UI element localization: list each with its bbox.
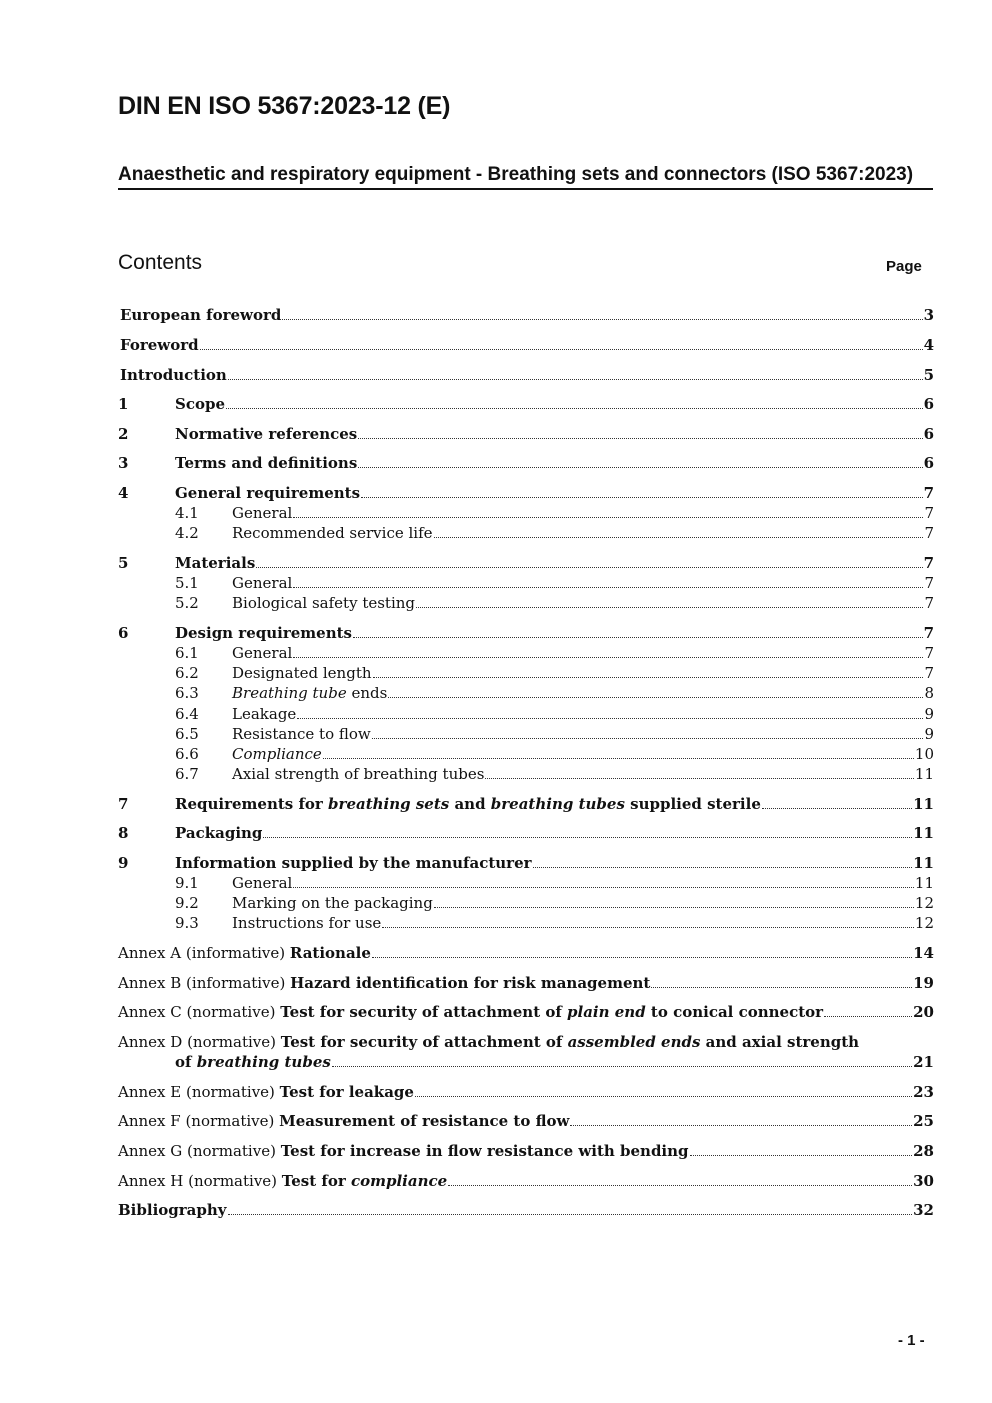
toc-entry-title — [175, 1052, 331, 1072]
toc-dot-leader — [690, 1155, 913, 1156]
toc-entry-title-part: of — [175, 1053, 197, 1071]
toc-entry-title-part: Requirements for — [175, 795, 329, 813]
toc-entry-content — [232, 873, 934, 893]
toc-entry-title — [120, 365, 227, 385]
toc-entry-title-italic: plain end — [567, 1003, 646, 1021]
toc-entry-title-part: Introduction — [120, 366, 227, 384]
toc-entry-number: 9 — [118, 854, 129, 872]
toc-dot-leader — [382, 927, 914, 928]
toc-entry-title-part: Scope — [175, 395, 226, 413]
toc-entry[interactable] — [0, 1082, 992, 1102]
toc-entry-title-italic: breathing tubes — [490, 795, 625, 813]
toc-entry-content — [118, 1171, 934, 1191]
toc-entry-page: 6 — [923, 454, 934, 472]
toc-dot-leader — [416, 607, 923, 608]
toc-entry-content — [118, 1002, 934, 1022]
toc-entry-content — [118, 1141, 934, 1161]
toc-entry-content — [175, 483, 934, 503]
toc-entry[interactable] — [0, 724, 992, 744]
toc-entry-title-part: Materials — [175, 554, 256, 572]
toc-entry-page: 4 — [923, 336, 934, 354]
toc-entry-page: 11 — [914, 765, 934, 783]
toc-entry[interactable] — [0, 483, 992, 503]
toc-entry-title-part: Rationale — [289, 944, 371, 962]
toc-entry-title-part: (normative) — [180, 1112, 280, 1130]
toc-entry-number: 6.7 — [175, 765, 199, 783]
toc-entry-number: 2 — [118, 425, 129, 443]
toc-entry-page: 25 — [913, 1112, 934, 1130]
toc-entry-title-italic: breathing tubes — [196, 1053, 331, 1071]
toc-entry-page: 11 — [913, 795, 934, 813]
toc-entry[interactable] — [0, 593, 992, 613]
toc-entry-content — [232, 764, 934, 784]
toc-entry-content — [118, 943, 934, 963]
toc-dot-leader — [762, 808, 912, 809]
toc-entry-title — [118, 1032, 859, 1052]
toc-entry-title — [118, 1111, 569, 1131]
toc-entry[interactable] — [0, 424, 992, 444]
toc-entry[interactable] — [0, 503, 992, 523]
toc-entry-page: 7 — [923, 624, 934, 642]
toc-entry-content — [118, 973, 934, 993]
toc-entry-content — [232, 573, 934, 593]
toc-dot-leader — [434, 537, 924, 538]
toc-dot-leader — [448, 1185, 912, 1186]
toc-entry-title-italic: breathing sets — [328, 795, 450, 813]
toc-entry-number: 6 — [118, 624, 129, 642]
toc-entry-page: 30 — [913, 1172, 934, 1190]
toc-entry-number: 6.1 — [175, 644, 199, 662]
toc-dot-leader — [570, 1125, 912, 1126]
toc-entry-title — [175, 453, 357, 473]
toc-entry-title-part: European foreword — [120, 306, 282, 324]
toc-dot-leader — [358, 467, 922, 468]
toc-entry[interactable] — [0, 1052, 992, 1072]
toc-entry-title — [175, 424, 357, 444]
toc-entry-content — [232, 893, 934, 913]
toc-entry-content — [120, 305, 934, 325]
toc-entry-title-part: (normative) — [183, 1172, 282, 1190]
toc-entry-content — [232, 643, 934, 663]
toc-entry-page: 12 — [914, 914, 934, 932]
toc-entry[interactable] — [0, 764, 992, 784]
toc-entry[interactable] — [0, 893, 992, 913]
toc-dot-leader — [388, 697, 923, 698]
toc-entry-title-part: Foreword — [120, 336, 199, 354]
toc-entry[interactable] — [0, 1200, 992, 1220]
toc-entry[interactable] — [0, 1141, 992, 1161]
toc-entry-title-part: Test for security of attachment of — [280, 1033, 568, 1051]
toc-entry-title-part: Annex A — [118, 944, 182, 962]
toc-entry-title — [175, 394, 225, 414]
toc-entry-number: 4.2 — [175, 524, 199, 542]
toc-entry-title — [118, 1002, 823, 1022]
toc-entry[interactable] — [0, 394, 992, 414]
toc-entry-title — [232, 573, 292, 593]
toc-entry-title-part: General — [232, 644, 293, 662]
toc-entry-title-part: and — [449, 795, 491, 813]
toc-entry[interactable] — [0, 913, 992, 933]
toc-entry-title-part: (informative) — [181, 944, 290, 962]
toc-entry-title — [175, 794, 761, 814]
toc-entry-title — [118, 1141, 689, 1161]
toc-entry-number: 3 — [118, 454, 129, 472]
contents-heading: Contents — [118, 251, 203, 274]
toc-entry-title-part: Recommended service life — [232, 524, 433, 542]
toc-entry-title-part: Test for — [281, 1172, 351, 1190]
toc-entry-title-part: Biological safety testing — [232, 594, 416, 612]
toc-entry-page: 7 — [924, 504, 934, 522]
toc-entry-page: 11 — [914, 874, 934, 892]
toc-entry-title-part: to conical connector — [645, 1003, 824, 1021]
toc-entry-number: 4 — [118, 484, 129, 502]
toc-entry-page: 11 — [913, 824, 934, 842]
toc-entry-title-part: Resistance to flow — [232, 725, 371, 743]
toc-entry-title-part: supplied sterile — [624, 795, 761, 813]
toc-entry-page: 7 — [924, 574, 934, 592]
toc-entry-title-part: Design requirements — [175, 624, 352, 642]
toc-entry-title-part: (normative) — [182, 1033, 281, 1051]
toc-entry-title-part: (normative) — [182, 1142, 281, 1160]
toc-dot-leader — [263, 837, 912, 838]
toc-entry[interactable] — [0, 943, 992, 963]
toc-dot-leader — [651, 987, 912, 988]
toc-entry[interactable] — [0, 663, 992, 683]
toc-entry[interactable] — [0, 744, 992, 764]
toc-dot-leader — [297, 718, 923, 719]
toc-entry-page: 32 — [913, 1201, 934, 1219]
toc-entry-title-part: Annex B — [118, 974, 182, 992]
toc-entry-title — [175, 623, 352, 643]
toc-entry-title — [175, 483, 360, 503]
toc-entry-title — [118, 1200, 227, 1220]
toc-entry-title-part: Test for increase in flow resistance with bending — [280, 1142, 689, 1160]
toc-entry-title-part: General requirements — [175, 484, 361, 502]
toc-entry[interactable] — [0, 853, 992, 873]
toc-entry-content — [232, 683, 934, 703]
toc-dot-leader — [361, 497, 923, 498]
toc-entry[interactable] — [0, 305, 992, 325]
toc-entry-title-part: General — [232, 504, 293, 522]
toc-dot-leader — [293, 887, 914, 888]
toc-entry-number: 5.2 — [175, 594, 199, 612]
toc-entry-page: 8 — [924, 684, 934, 702]
toc-entry-title-part: Annex G — [118, 1142, 183, 1160]
toc-entry-title-part: Leakage — [232, 705, 297, 723]
toc-entry-page: 10 — [914, 745, 934, 763]
toc-entry-number: 6.3 — [175, 684, 199, 702]
toc-dot-leader — [293, 657, 923, 658]
toc-entry-content — [175, 623, 934, 643]
toc-entry[interactable] — [0, 1171, 992, 1191]
toc-dot-leader — [434, 907, 914, 908]
toc-entry-number: 1 — [118, 395, 129, 413]
toc-entry-title-part: Instructions for use — [232, 914, 382, 932]
toc-entry-page: 9 — [924, 725, 934, 743]
toc-entry-content — [118, 1200, 934, 1220]
toc-entry-title-italic: assembled ends — [567, 1033, 701, 1051]
toc-dot-leader — [282, 319, 922, 320]
toc-entry-number: 5.1 — [175, 574, 199, 592]
toc-entry[interactable] — [0, 523, 992, 543]
toc-entry-page: 5 — [923, 366, 934, 384]
toc-entry-title — [232, 744, 322, 764]
toc-entry-title — [232, 663, 372, 683]
toc-entry-number: 9.1 — [175, 874, 199, 892]
toc-entry-page: 7 — [923, 484, 934, 502]
toc-dot-leader — [415, 1096, 912, 1097]
toc-entry-page: 14 — [913, 944, 934, 962]
toc-entry-title — [120, 335, 199, 355]
toc-entry-title-italic: Breathing tube — [232, 684, 347, 702]
toc-entry-title — [120, 305, 281, 325]
toc-dot-leader — [372, 738, 924, 739]
toc-entry-page: 20 — [913, 1003, 934, 1021]
toc-entry-content — [175, 853, 934, 873]
toc-entry-title — [232, 893, 433, 913]
toc-entry-title — [232, 913, 381, 933]
toc-dot-leader — [293, 587, 923, 588]
toc-entry-content — [118, 1082, 934, 1102]
toc-entry-content — [120, 335, 934, 355]
toc-entry-title — [175, 823, 262, 843]
toc-entry[interactable] — [0, 335, 992, 355]
toc-entry[interactable] — [0, 643, 992, 663]
toc-entry-title-part: General — [232, 874, 293, 892]
toc-entry-page: 3 — [923, 306, 934, 324]
toc-entry-content — [175, 823, 934, 843]
toc-entry-title-part: Annex D — [118, 1033, 183, 1051]
toc-entry-page: 6 — [923, 425, 934, 443]
toc-entry[interactable] — [0, 973, 992, 993]
toc-entry-content — [232, 593, 934, 613]
toc-entry-title-part: Annex H — [118, 1172, 184, 1190]
toc-entry-page: 21 — [913, 1053, 934, 1071]
toc-entry-number: 6.4 — [175, 705, 199, 723]
toc-entry-title-part: and axial strength — [700, 1033, 860, 1051]
toc-entry-content — [232, 523, 934, 543]
toc-entry-page: 7 — [924, 664, 934, 682]
toc-entry[interactable] — [0, 823, 992, 843]
document-subtitle: Anaesthetic and respiratory equipment - Breathing sets and connectors (ISO 5367:2023) — [118, 164, 933, 190]
toc-entry[interactable] — [0, 873, 992, 893]
toc-dot-leader — [485, 778, 913, 779]
toc-entry-number: 9.2 — [175, 894, 199, 912]
toc-entry-content — [175, 394, 934, 414]
toc-dot-leader — [228, 1214, 913, 1215]
toc-entry-page: 9 — [924, 705, 934, 723]
toc-entry-title — [232, 724, 371, 744]
toc-entry-number: 6.6 — [175, 745, 199, 763]
toc-entry-number: 6.5 — [175, 725, 199, 743]
toc-entry-title — [232, 503, 292, 523]
toc-entry-number: 5 — [118, 554, 129, 572]
toc-entry-number: 8 — [118, 824, 129, 842]
toc-entry-page: 7 — [924, 644, 934, 662]
toc-dot-leader — [824, 1016, 912, 1017]
toc-entry-title — [232, 704, 296, 724]
toc-entry-title-part: Test for security of attachment of — [280, 1003, 568, 1021]
toc-entry-content — [232, 704, 934, 724]
toc-entry[interactable] — [0, 365, 992, 385]
toc-dot-leader — [372, 957, 912, 958]
toc-dot-leader — [228, 379, 923, 380]
toc-entry-number: 4.1 — [175, 504, 199, 522]
toc-dot-leader — [323, 758, 914, 759]
toc-entry-title-part: Designated length — [232, 664, 372, 682]
toc-entry-page: 12 — [914, 894, 934, 912]
toc-entry-number: 7 — [118, 795, 129, 813]
toc-entry-title-part: Test for leakage — [279, 1083, 414, 1101]
toc-entry-title-part: Bibliography — [118, 1201, 227, 1219]
toc-entry-number: 6.2 — [175, 664, 199, 682]
toc-entry-content — [175, 1052, 934, 1072]
toc-entry-title-part: Terms and definitions — [175, 454, 358, 472]
toc-entry-content — [232, 503, 934, 523]
toc-entry-title-italic: compliance — [350, 1172, 448, 1190]
toc-entry-title-part: Marking on the packaging — [232, 894, 433, 912]
toc-entry-title-part: Information supplied by the manufacturer — [175, 854, 532, 872]
toc-entry-title-part: Normative references — [175, 425, 358, 443]
toc-entry-title — [232, 643, 292, 663]
toc-entry-content — [232, 913, 934, 933]
toc-entry-title-part: Hazard identification for risk management — [290, 974, 651, 992]
toc-entry-page: 23 — [913, 1083, 934, 1101]
toc-entry-title — [232, 764, 484, 784]
toc-entry[interactable] — [0, 573, 992, 593]
toc-entry-title — [175, 853, 532, 873]
toc-entry-title-part: Packaging — [175, 824, 263, 842]
toc-dot-leader — [332, 1066, 912, 1067]
toc-entry-title-part: Annex C — [118, 1003, 182, 1021]
toc-entry-content — [175, 553, 934, 573]
toc-entry-title-part: Annex F — [118, 1112, 181, 1130]
toc-dot-leader — [533, 867, 913, 868]
toc-entry-content — [118, 1032, 934, 1052]
toc-entry-title-part: ends — [346, 684, 388, 702]
page-number: - 1 - — [898, 1332, 925, 1349]
toc-entry-title — [118, 943, 371, 963]
toc-entry-content — [175, 794, 934, 814]
toc-dot-leader — [373, 677, 924, 678]
toc-entry-title-part: Measurement of resistance to flow — [279, 1112, 570, 1130]
toc-entry[interactable] — [0, 623, 992, 643]
toc-entry-title-part: Annex E — [118, 1083, 182, 1101]
toc-entry-title — [175, 553, 255, 573]
toc-entry-content — [118, 1111, 934, 1131]
toc-entry[interactable] — [0, 704, 992, 724]
page-column-heading: Page — [886, 258, 922, 275]
toc-entry-page: 11 — [913, 854, 934, 872]
toc-dot-leader — [226, 408, 923, 409]
toc-entry[interactable] — [0, 1032, 992, 1052]
toc-dot-leader — [200, 349, 923, 350]
toc-dot-leader — [293, 517, 923, 518]
toc-entry-title — [118, 1082, 414, 1102]
toc-entry-content — [232, 744, 934, 764]
toc-entry-page: 7 — [924, 524, 934, 542]
toc-entry-title-part: (informative) — [181, 974, 291, 992]
toc-entry-content — [120, 365, 934, 385]
toc-entry-title — [118, 1171, 447, 1191]
toc-entry-page: 7 — [924, 594, 934, 612]
toc-entry-title-part: General — [232, 574, 293, 592]
toc-entry-title — [232, 523, 433, 543]
toc-entry-content — [175, 453, 934, 473]
toc-entry[interactable] — [0, 553, 992, 573]
toc-entry-title-part: (normative) — [181, 1003, 281, 1021]
toc-entry-content — [175, 424, 934, 444]
toc-entry[interactable] — [0, 683, 992, 703]
toc-entry-title — [232, 683, 387, 703]
toc-dot-leader — [256, 567, 922, 568]
toc-entry-content — [232, 724, 934, 744]
toc-entry-number: 9.3 — [175, 914, 199, 932]
toc-entry-title — [232, 593, 415, 613]
toc-entry[interactable] — [0, 453, 992, 473]
document-title: DIN EN ISO 5367:2023-12 (E) — [118, 92, 451, 120]
toc-entry-page: 19 — [913, 974, 934, 992]
toc-entry[interactable] — [0, 1002, 992, 1022]
toc-entry-title-part: Axial strength of breathing tubes — [232, 765, 485, 783]
toc-entry[interactable] — [0, 1111, 992, 1131]
toc-entry-page: 28 — [913, 1142, 934, 1160]
toc-entry-page: 7 — [923, 554, 934, 572]
toc-entry-title — [232, 873, 292, 893]
toc-dot-leader — [358, 438, 922, 439]
toc-entry-title-italic: Compliance — [232, 745, 322, 763]
toc-entry-content — [232, 663, 934, 683]
toc-entry-page: 6 — [923, 395, 934, 413]
toc-entry-title-part: (normative) — [181, 1083, 280, 1101]
toc-dot-leader — [353, 637, 923, 638]
toc-entry[interactable] — [0, 794, 992, 814]
toc-entry-title — [118, 973, 650, 993]
